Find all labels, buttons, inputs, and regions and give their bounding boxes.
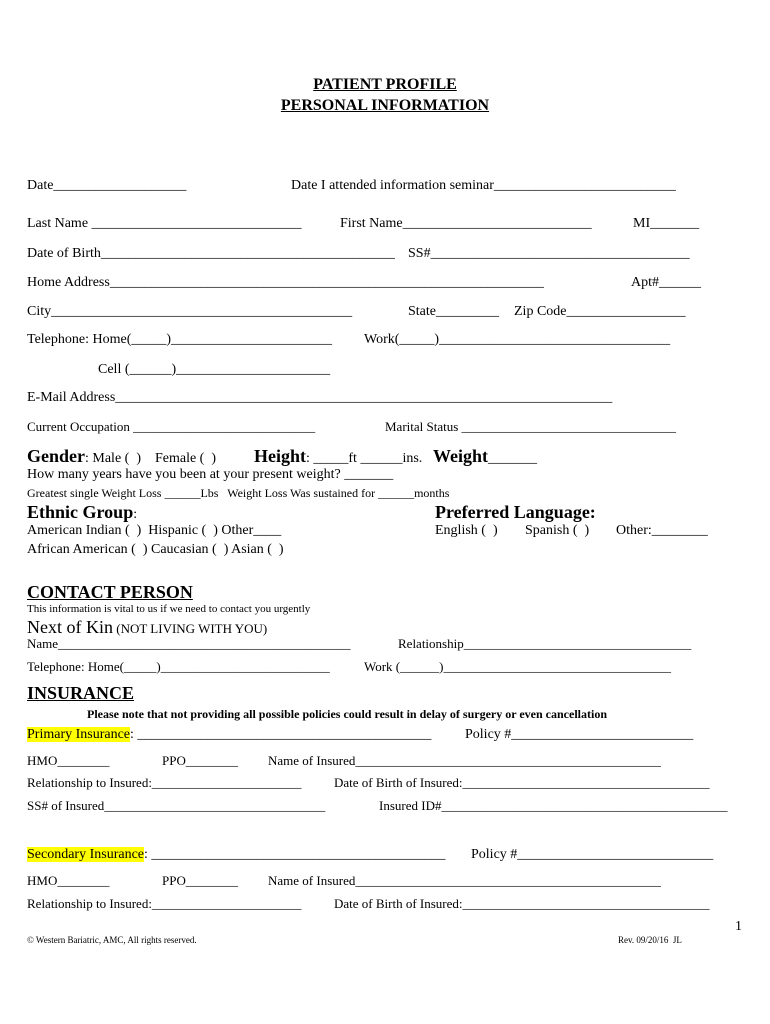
page-title-line1: PATIENT PROFILE: [313, 76, 457, 93]
ss-field[interactable]: SS#_____________________________________: [408, 246, 690, 261]
work-phone-field[interactable]: Work(_____)_________________________________: [364, 332, 671, 347]
primary-insured-dob-field[interactable]: Date of Birth of Insured:______________________________________: [334, 775, 710, 790]
secondary-insurance-field[interactable]: : __________________________________________: [144, 847, 446, 862]
primary-ss-insured-field[interactable]: SS# of Insured__________________________________: [27, 798, 326, 813]
revision-label: Rev. 09/20/16 JL: [618, 935, 682, 945]
first-name-field[interactable]: First Name___________________________: [340, 216, 592, 231]
kin-name-field[interactable]: Name_____________________________________________: [27, 636, 351, 651]
state-field[interactable]: State_________: [408, 304, 499, 319]
language-spanish-option[interactable]: Spanish ( ): [525, 523, 590, 538]
marital-status-field[interactable]: Marital Status _________________________________: [385, 419, 677, 434]
gender-row: [27, 447, 216, 466]
home-phone-field[interactable]: Telephone: Home(_____)_______________________: [27, 332, 333, 347]
secondary-hmo-field[interactable]: HMO________: [27, 873, 110, 888]
kin-home-phone-field[interactable]: Telephone: Home(_____)__________________________: [27, 659, 330, 674]
kin-work-phone-field[interactable]: Work (______)___________________________________: [364, 659, 671, 674]
contact-person-heading: CONTACT PERSON: [27, 582, 193, 602]
primary-insurance-label: Primary Insurance: [27, 727, 131, 742]
ethnic-group-label: Ethnic Group: [27, 502, 134, 522]
ethnic-group-heading: [27, 503, 137, 522]
home-address-field[interactable]: Home Address______________________________________________________________: [27, 275, 544, 290]
kin-relationship-field[interactable]: Relationship___________________________________: [398, 636, 692, 651]
secondary-insurance-label: Secondary Insurance: [27, 847, 145, 862]
primary-ppo-field[interactable]: PPO________: [162, 753, 238, 768]
contact-person-note: This information is vital to us if we need to contact you urgently: [27, 603, 311, 615]
primary-insured-name-field[interactable]: Name of Insured_______________________________________________: [268, 753, 661, 768]
weight-row: [433, 447, 537, 466]
date-field[interactable]: Date___________________: [27, 178, 187, 193]
insurance-notice: Please note that not providing all possible policies could result in delay of surgery or even cancellation: [87, 707, 608, 721]
height-label: Height: [254, 446, 306, 466]
insurance-heading: INSURANCE: [27, 683, 135, 703]
next-of-kin-label: Next of Kin: [27, 617, 113, 637]
weight-label: Weight: [433, 446, 489, 466]
language-english-option[interactable]: English ( ): [435, 523, 498, 538]
dob-field[interactable]: Date of Birth__________________________________________: [27, 246, 395, 261]
primary-hmo-field[interactable]: HMO________: [27, 753, 110, 768]
page-number: 1: [735, 919, 742, 934]
secondary-insured-name-field[interactable]: Name of Insured_______________________________________________: [268, 873, 661, 888]
email-field[interactable]: E-Mail Address_______________________________________________________________________: [27, 390, 613, 405]
city-field[interactable]: City___________________________________________: [27, 304, 353, 319]
ethnic-group-colon: :: [133, 507, 138, 522]
ethnic-options-row1[interactable]: American Indian ( ) Hispanic ( ) Other____: [27, 523, 282, 538]
zip-field[interactable]: Zip Code_________________: [514, 304, 686, 319]
secondary-policy-field[interactable]: Policy #____________________________: [471, 847, 714, 862]
secondary-relationship-field[interactable]: Relationship to Insured:_______________________: [27, 896, 302, 911]
primary-relationship-field[interactable]: Relationship to Insured:_______________________: [27, 775, 302, 790]
page-title-line2: PERSONAL INFORMATION: [280, 97, 490, 114]
preferred-language-heading: Preferred Language:: [435, 502, 596, 522]
copyright-notice: © Western Bariatric, AMC, All rights reserved.: [27, 935, 197, 945]
secondary-insured-dob-field[interactable]: Date of Birth of Insured:______________________________________: [334, 896, 710, 911]
language-other-field[interactable]: Other:________: [616, 523, 708, 538]
apt-field[interactable]: Apt#______: [631, 275, 701, 290]
years-at-weight-field[interactable]: How many years have you been at your present weight? _______: [27, 467, 394, 482]
mi-field[interactable]: MI_______: [633, 216, 700, 231]
last-name-field[interactable]: Last Name ______________________________: [27, 216, 302, 231]
next-of-kin-heading: [27, 618, 267, 637]
gender-label: Gender: [27, 446, 85, 466]
occupation-field[interactable]: Current Occupation ____________________________: [27, 419, 316, 434]
ethnic-options-row2[interactable]: African American ( ) Caucasian ( ) Asian ( ): [27, 542, 284, 557]
secondary-ppo-field[interactable]: PPO________: [162, 873, 238, 888]
gender-options[interactable]: : Male ( ) Female ( ): [85, 451, 217, 466]
not-living-note: (NOT LIVING WITH YOU): [112, 621, 268, 636]
primary-insurance-field[interactable]: : __________________________________________: [130, 727, 432, 742]
weight-field[interactable]: _______: [488, 451, 538, 466]
seminar-date-field[interactable]: Date I attended information seminar__________________________: [291, 178, 676, 193]
primary-insurance-row: [27, 728, 431, 742]
height-fields[interactable]: : _____ft ______ins.: [306, 451, 423, 466]
primary-policy-field[interactable]: Policy #__________________________: [465, 727, 694, 742]
primary-insured-id-field[interactable]: Insured ID#____________________________________________: [379, 798, 728, 813]
weight-loss-field[interactable]: Greatest single Weight Loss ______Lbs Weight Loss Was sustained for ______months: [27, 486, 450, 500]
secondary-insurance-row: [27, 848, 445, 862]
cell-phone-field[interactable]: Cell (______)______________________: [98, 362, 331, 377]
height-row: [254, 447, 422, 466]
